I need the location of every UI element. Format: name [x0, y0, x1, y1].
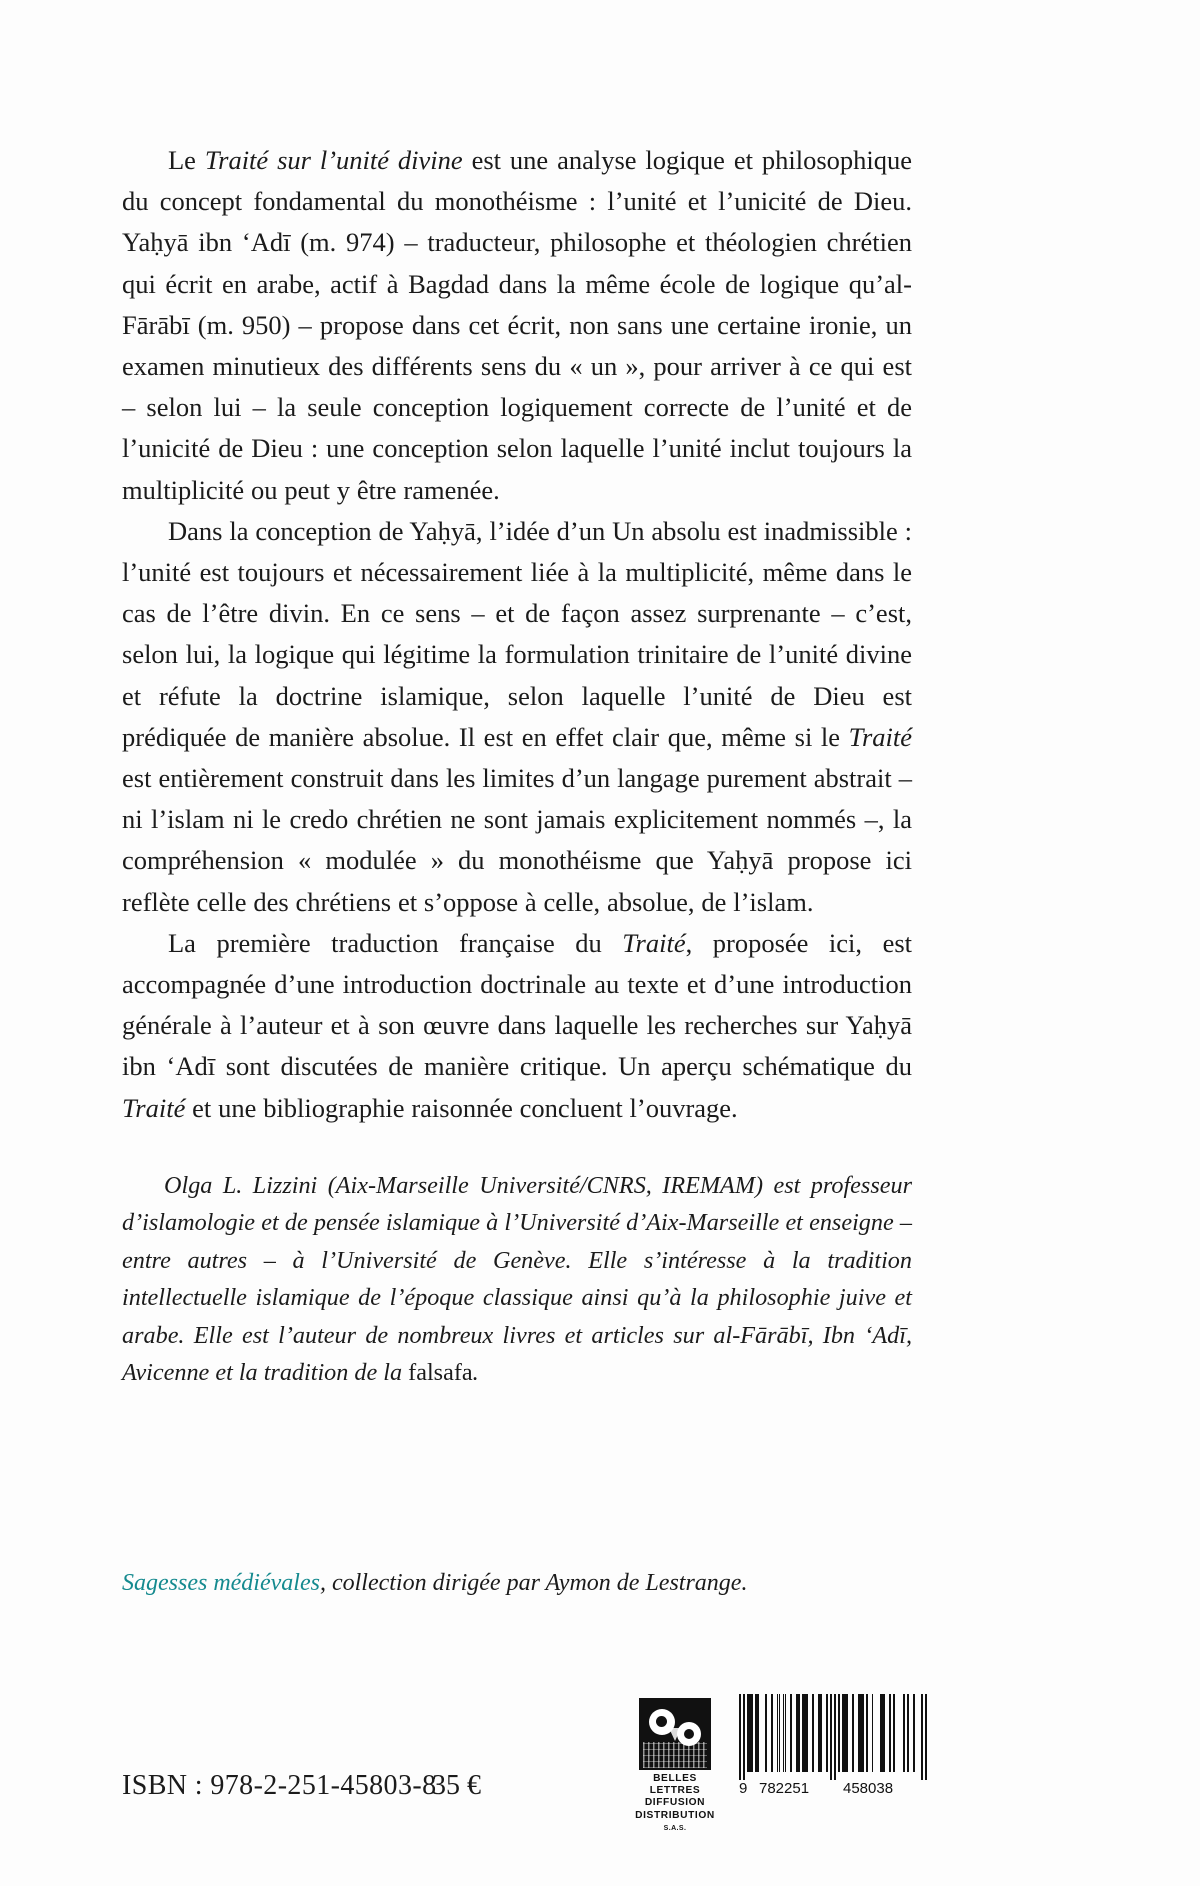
barcode-bar [846, 1694, 848, 1772]
barcode-bar [765, 1694, 767, 1772]
collection-director: , collection dirigée par Aymon de Lestrange. [319, 1570, 748, 1596]
barcode-right-group: 458038 [843, 1780, 894, 1797]
italic-run: Traité sur l’unité divine [204, 145, 463, 175]
barcode-bar [798, 1694, 800, 1772]
owl-icon [639, 1698, 711, 1770]
barcode-bars [739, 1694, 927, 1780]
barcode-bar [812, 1694, 814, 1772]
logo-line-4: S.A.S. [663, 1824, 687, 1832]
barcode-bar [743, 1694, 745, 1780]
text-run: Dans la conception de Yaḥyā, l’idée d’un Un absolu est inadmissible : l’unité est toujours et nécessairement liée à la multiplicité, même dans le cas de l’être divin. En ce sens – et de façon assez surprenante – c’est, selon lui, la logique qui légitime la formulation trinitaire de l’unité divine et réfute la doctrine islamique, selon laquelle l’unité de Dieu est prédiquée de manière absolue. Il est en effet clair que, même si le [122, 515, 912, 752]
barcode-bar [790, 1694, 792, 1772]
barcode-bar [883, 1694, 885, 1772]
blurb-content [122, 140, 912, 1392]
italic-run: Traité [122, 1092, 186, 1123]
author-biography [122, 1167, 912, 1392]
barcode-bar [779, 1694, 781, 1772]
barcode-bar [826, 1694, 828, 1772]
logo-line-2: DIFFUSION [644, 1797, 706, 1809]
barcode-bar [838, 1694, 840, 1772]
barcode-bar [913, 1694, 915, 1772]
owl-beak [669, 1728, 681, 1741]
barcode-bar [925, 1694, 927, 1780]
barcode-bar [893, 1694, 895, 1772]
barcode-bar [862, 1694, 864, 1772]
ean13-barcode [739, 1694, 927, 1806]
text-run: est entièrement construit dans les limites d’un langage purement abstrait – ni l’islam ni le credo chrétien ne sont jamais explicitement nommés –, la compréhension « modulée » du monothéisme que Yaḥyā propose ici reflète celle des chrétiens et s’oppose à celle, absolue, de l’islam. [122, 763, 912, 917]
roman-run: falsafa [408, 1359, 473, 1387]
blurb-paragraph-3 [122, 923, 912, 1129]
logo-line-3: DISTRIBUTION [635, 1809, 715, 1821]
text-run: Le [168, 145, 205, 175]
barcode-left-group: 782251 [759, 1780, 810, 1797]
text-run: et une bibliographie raisonnée concluent l’ouvrage. [185, 1092, 738, 1123]
barcode-bar [921, 1694, 923, 1780]
text-run: , proposée ici, est accompagnée d’une introduction doctrinale au texte et d’une introduction générale à l’auteur et à son œuvre dans laquelle les recherches sur Yaḥyā ibn ‘Adī sont discutées de manière critique. Un aperçu schématique du [122, 927, 913, 1082]
barcode-bar [820, 1694, 822, 1772]
barcode-bar [830, 1694, 832, 1780]
barcode-bar [866, 1694, 868, 1772]
barcode-bar [872, 1694, 874, 1772]
barcode-bar [806, 1694, 808, 1772]
price-text: 35 € [432, 1770, 481, 1801]
isbn-text: ISBN : 978-2-251-45803-8 [122, 1770, 437, 1801]
text-run: est une analyse logique et philosophique du concept fondamental du monothéisme : l’unité et l’unicité de Dieu. Yaḥyā ibn ‘Adī (m. 974) – traducteur, philosophe et théologien chrétien qui écrit en arabe, actif à Bagdad dans la même école de logique qu’al-Fārābī (m. 950) – propose dans cet écrit, non sans une certaine ironie, un examen minutieux des différents sens du « un », pour arriver à ce qui est – selon lui – la seule conception logiquement correcte de l’unité et de l’unicité de Dieu : une conception selon laquelle l’unité inclut toujours la multiplicité ou peut y être ramenée. [122, 145, 913, 505]
owl-pupil-right [684, 1729, 694, 1739]
owl-pupil-left [656, 1716, 667, 1727]
blurb-paragraph-1 [122, 140, 912, 511]
barcode-bar [785, 1694, 787, 1772]
italic-run: Traité [848, 721, 912, 752]
barcode-bar [903, 1694, 905, 1772]
barcode-bar [739, 1694, 741, 1780]
collection-line [122, 1570, 922, 1597]
italic-run: . [472, 1359, 479, 1387]
barcode-bar [757, 1694, 759, 1772]
italic-run: Traité [622, 927, 686, 958]
barcode-bar [834, 1694, 836, 1780]
barcode-bar [852, 1694, 854, 1772]
publisher-logo [634, 1698, 716, 1835]
barcode-bar [907, 1694, 909, 1772]
italic-run: Olga L. Lizzini (Aix-Marseille Université/CNRS, IREMAM) est professeur d’islamologie et de pensée islamique à l’Université d’Aix-Marseille et enseigne – entre autres – à l’Université de Genève. Elle s’intéresse à la tradition intellectuelle islamique de l’époque classique ainsi qu’à la philosophie juive et arabe. Elle est l’auteur de nombreux livres et articles sur al-Fārābī, Ibn ‘Adī, Avicenne et la tradition de la [122, 1171, 912, 1387]
publisher-logo-text [634, 1773, 716, 1835]
blurb-paragraph-2 [122, 511, 912, 923]
barcode-bar [751, 1694, 753, 1772]
barcode-bar [771, 1694, 773, 1772]
barcode-bar [889, 1694, 891, 1772]
owl-feathers [643, 1742, 707, 1768]
text-run: La première traduction française du [168, 927, 623, 958]
footer-block [122, 1690, 1082, 1832]
logo-line-1: BELLES LETTRES [649, 1773, 701, 1797]
barcode-lead-digit: 9 [739, 1780, 748, 1797]
collection-name: Sagesses médiévales [122, 1570, 320, 1596]
barcode-digits [739, 1780, 927, 1802]
